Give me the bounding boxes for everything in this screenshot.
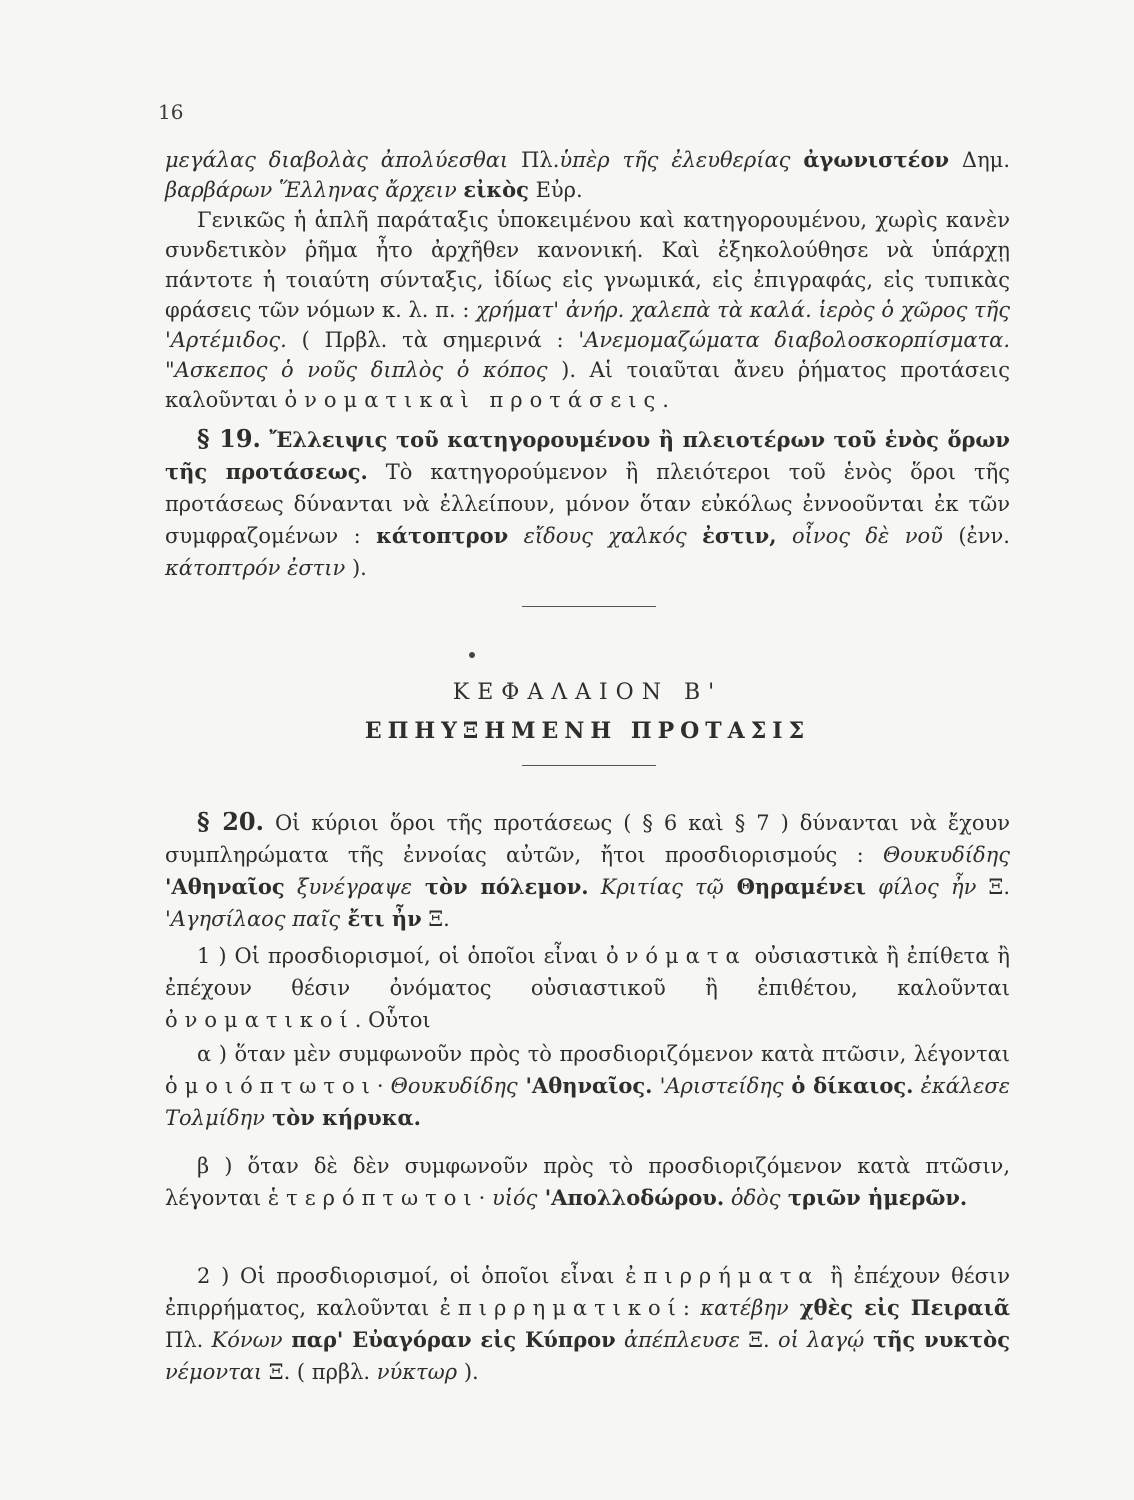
text: κάτοπτρόν ἐστιν: [165, 556, 346, 580]
text: νύκτωρ: [376, 1360, 458, 1384]
text: εἴδους χαλκός: [508, 524, 703, 548]
text: 'Αγησίλαος παῖς: [165, 907, 341, 931]
text: ·: [478, 1186, 493, 1210]
text: ὀνοματικοί: [165, 1008, 355, 1032]
text: α ) ὅταν μὲν συμφωνοῦν πρὸς τὸ προσδιοριζόμενον κατὰ πτῶσιν, λέγονται: [197, 1042, 1010, 1066]
text: (ἐνν.: [942, 524, 1010, 548]
paragraph-alpha: [165, 1038, 1010, 1134]
text: ἐπιρρηματικοί: [439, 1296, 683, 1320]
divider-rule: [522, 765, 656, 766]
text: ἀγωνιστέον: [803, 147, 950, 172]
text: ἔτι ἦν: [340, 906, 422, 931]
text: τὸν κήρυκα.: [264, 1105, 421, 1130]
paragraph-beta: [165, 1150, 1010, 1214]
text: ( Πρβλ. τὰ σημερινά :: [286, 328, 579, 352]
text: 'Αθηναῖος: [165, 874, 285, 899]
text: παρ' Εὐαγόραν εἰς Κύπρον: [282, 1327, 616, 1352]
text: ). Αἱ τοιαῦται ἄνευ ῥήματος προτάσεις καλοῦνται: [165, 358, 1010, 412]
text: 'Ανεμομαζώματα διαβολοσκορπίσματα. "Ασκεπος ὁ νοῦς διπλὸς ὁ κόπος: [165, 328, 1010, 382]
text: ἀπέπλευσε: [615, 1328, 740, 1352]
text: βαρβάρων Ἕλληνας ἄρχειν: [165, 178, 464, 202]
text: τὸν πόλεμον.: [412, 874, 589, 899]
text: ὁμοιόπτωτοι: [165, 1074, 377, 1098]
text: Ξ.: [421, 907, 450, 931]
text: Ξ.: [976, 875, 1010, 899]
text: Γενικῶς ἡ ἁπλῆ παράταξις ὑποκειμένου καὶ κατηγορουμένου, χωρὶς κανὲν συνδετικὸν ῥῆμα ἦτο ἀρχῆθεν κανονική. Καὶ ἐξηκολούθησε νὰ ὑπάρχῃ πάντοτε ἡ τοιαύτη σύνταξις, ἰδίως εἰς γνωμικά, εἰς ἐπιγραφάς, εἰς τυπικὰς φράσεις τῶν νόμων κ. λ. π. :: [165, 208, 1010, 322]
ink-dot: [469, 652, 475, 658]
text: ξυνέγραψε: [284, 875, 413, 899]
section-number: § 20.: [197, 807, 264, 836]
text: μεγάλας διαβολὰς ἀπολύεσθαι: [165, 148, 522, 172]
text: Πλ.: [521, 148, 560, 172]
text: ).: [457, 1360, 479, 1384]
text: Ξ.: [740, 1328, 778, 1352]
page-number: 16: [158, 100, 184, 124]
text: ὑπὲρ τῆς ἐλευθερίας: [559, 148, 804, 172]
text: Θηραμένει: [723, 874, 866, 899]
text: Εὐρ.: [528, 178, 583, 202]
text: Οἱ κύριοι ὅροι τῆς προτάσεως ( § 6 καὶ § 7 ) δύνανται νὰ ἔχουν συμπληρώματα τῆς ἐννοίας αὐτῶν, ἤτοι προσδιορισμούς :: [165, 811, 1010, 867]
paragraph-examples-intro: [165, 145, 1010, 205]
text: ὀνοματικαὶ προτάσεις: [284, 388, 663, 412]
text: οὐσιαστικὰ ἢ ἐπίθετα ἢ ἐπέχουν θέσιν ὀνόματος οὐσιαστικοῦ ἢ ἐπιθέτου, καλοῦνται: [165, 944, 1010, 1000]
text: τριῶν ἡμερῶν.: [780, 1185, 968, 1210]
paragraph-adverbial: [165, 1260, 1010, 1388]
text: 1 ) Οἱ προσδιορισμοί, οἱ ὁποῖοι εἶναι: [197, 944, 606, 968]
text: ἐστιν,: [702, 523, 777, 548]
text: Θουκυδίδης: [882, 843, 1010, 867]
text: Κριτίας τῷ: [588, 875, 724, 899]
text: χρήματ' ἀνήρ. χαλεπὰ τὰ καλά. ἱερὸς ὁ χῶρος τῆς 'Αρτέμιδος.: [165, 298, 1010, 352]
text: οἶνος δὲ νοῦ: [776, 524, 943, 548]
text: 'Αθηναῖος.: [517, 1073, 653, 1098]
text: 2 ) Οἱ προσδιορισμοί, οἱ ὁποῖοι εἶναι: [197, 1264, 626, 1288]
text: ).: [345, 556, 367, 580]
divider-rule: [522, 606, 656, 607]
text: 'Αριστείδης: [652, 1074, 784, 1098]
text: εἰκὸς: [463, 177, 529, 202]
text: ἢ ἐπέχουν θέσιν ἐπιρρήματος, καλοῦνται: [165, 1264, 1010, 1320]
chapter-label: ΚΕΦΑΛΑΙΟΝ Β': [452, 680, 723, 705]
text: Τὸ κατηγορούμενον ἢ πλειότεροι τοῦ ἑνὸς ὅροι τῆς προτάσεως δύνανται νὰ ἐλλείπουν, μόνον ὅταν εὐκόλως ἐννοοῦνται ἐκ τῶν συμφραζομένων :: [165, 460, 1010, 548]
section-number: § 19.: [197, 424, 261, 453]
section-19: [165, 423, 1010, 584]
text: Δημ.: [949, 148, 1011, 172]
section-20: [165, 806, 1010, 935]
text: ἑτερόπτωτοι: [267, 1186, 479, 1210]
text: χθὲς εἰς Πειραιᾶ: [788, 1295, 1010, 1320]
text: . Οὗτοι: [354, 1008, 431, 1032]
text: ὁδὸς: [724, 1186, 781, 1210]
text: ·: [376, 1074, 391, 1098]
text: ὁ δίκαιος.: [783, 1073, 914, 1098]
text: .: [662, 388, 669, 412]
text: ὀνόματα: [605, 944, 747, 968]
text: κάτοπτρον: [376, 523, 509, 548]
text: υἱός: [492, 1186, 538, 1210]
section-heading: Ἔλλειψις τοῦ κατηγορουμένου ἢ πλειοτέρων τοῦ ἑνὸς ὅρων τῆς προτάσεως.: [165, 427, 1010, 484]
text: νέμονται: [165, 1360, 263, 1384]
text: οἱ λαγῴ: [777, 1328, 865, 1352]
text: β ) ὅταν δὲ δὲν συμφωνοῦν πρὸς τὸ προσδιοριζόμενον κατὰ πτῶσιν, λέγονται: [165, 1154, 1010, 1210]
text: ἐκάλεσε Τολμίδην: [165, 1074, 1010, 1130]
text: φίλος ἦν: [865, 875, 977, 899]
text: ἐπιρρήματα: [625, 1264, 820, 1288]
text: Θουκυδίδης: [390, 1074, 518, 1098]
text: 'Απολλοδώρου.: [537, 1185, 725, 1210]
chapter-title: ΕΠΗΥΞΗΜΕΝΗ ΠΡΟΤΑΣΙΣ: [364, 718, 811, 744]
text: Πλ.: [165, 1328, 212, 1352]
text: Ξ. ( πρβλ.: [262, 1360, 377, 1384]
text: τῆς νυκτὸς: [864, 1327, 1010, 1352]
paragraph-nominal-sentences: [165, 205, 1010, 415]
paragraph-nominal-attributes: [165, 940, 1010, 1036]
text: κατέβην: [700, 1296, 789, 1320]
text: Κόνων: [211, 1328, 283, 1352]
text: :: [682, 1296, 701, 1320]
